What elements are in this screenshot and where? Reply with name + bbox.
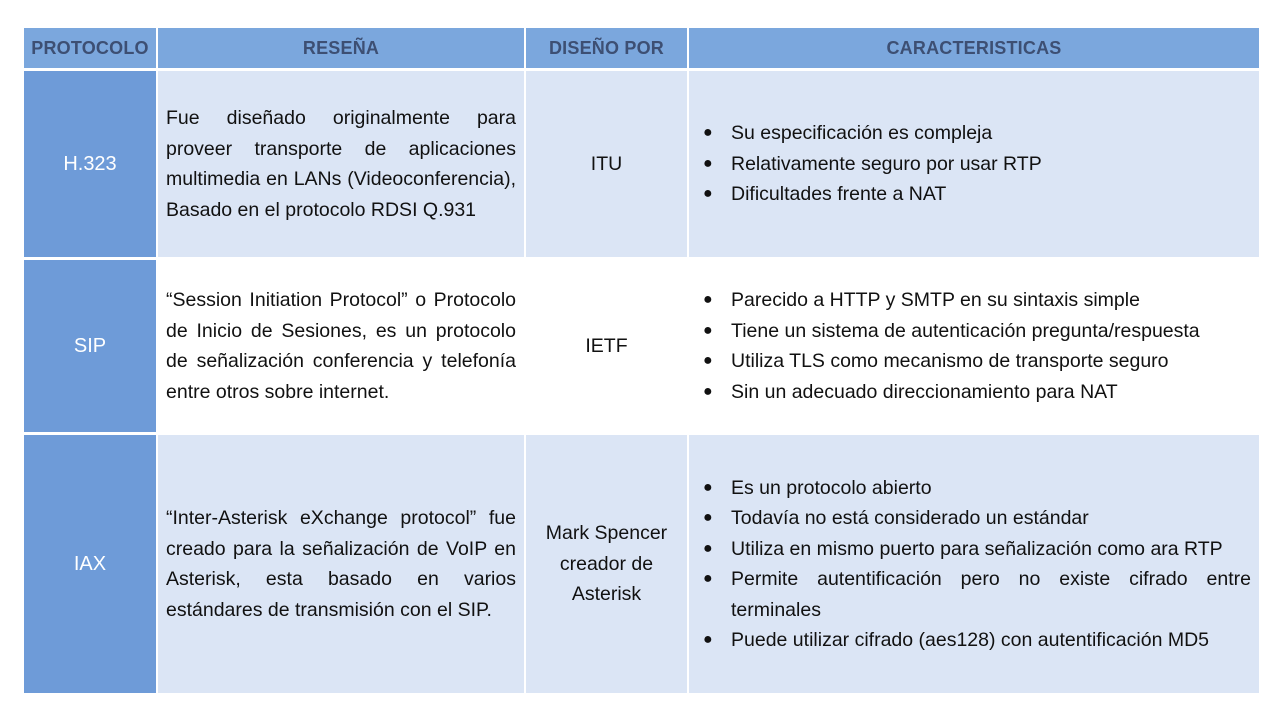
list-item <box>695 534 1251 565</box>
protocol-cell-iax: IAX <box>24 435 156 693</box>
caracteristicas-cell-iax <box>689 435 1259 693</box>
bullet-icon: ● <box>703 154 713 172</box>
list-item <box>695 625 1251 656</box>
list-item <box>695 179 1251 210</box>
resena-text: “Session Initiation Protocol” o Protocolo de Inicio de Sesiones, es un protocolo de señalización conferencia y telefonía entre otros sobre internet. <box>166 289 516 403</box>
list-item <box>695 118 1251 149</box>
list-item-text: Permite autentificación pero no existe cifrado entre terminales <box>731 568 1251 621</box>
protocol-comparison-table <box>24 28 1257 693</box>
list-item <box>695 473 1251 504</box>
list-item-text: Relativamente seguro por usar RTP <box>731 152 1042 175</box>
resena-text: Fue diseñado originalmente para proveer transporte de aplicaciones multimedia en LANs (Videoconferencia), Basado en el protocolo RDSI Q.931 <box>166 107 516 221</box>
list-item-text: Su especificación es compleja <box>731 122 993 145</box>
list-item-text: Utiliza TLS como mecanismo de transporte seguro <box>731 350 1169 372</box>
list-item-text: Utiliza en mismo puerto para señalización como ara RTP <box>731 537 1223 560</box>
list-item <box>695 346 1251 377</box>
bullet-icon: ● <box>703 291 713 308</box>
list-item-text: Parecido a HTTP y SMTP en su sintaxis simple <box>731 289 1140 311</box>
bullet-icon: ● <box>703 509 713 526</box>
bullet-icon: ● <box>703 352 713 369</box>
bullet-icon: ● <box>703 124 713 142</box>
resena-cell-sip <box>158 260 524 432</box>
caracteristicas-cell-sip <box>689 260 1259 432</box>
diseno-cell-sip: IETF <box>526 260 687 432</box>
list-item <box>695 377 1251 408</box>
header-diseno-por: DISEÑO POR <box>526 28 687 68</box>
bullet-icon: ● <box>703 631 713 648</box>
bullet-icon: ● <box>703 382 713 400</box>
list-item <box>695 316 1251 347</box>
protocol-cell-sip: SIP <box>24 260 156 432</box>
list-item-text: Todavía no está considerado un estándar <box>731 507 1089 529</box>
bullet-icon: ● <box>703 321 713 339</box>
header-protocolo: PROTOCOLO <box>24 28 156 68</box>
bullet-icon: ● <box>703 539 713 557</box>
resena-cell-iax <box>158 435 524 693</box>
list-item <box>695 285 1251 316</box>
list-item-text: Es un protocolo abierto <box>731 476 932 499</box>
header-resena: RESEÑA <box>158 28 524 68</box>
list-item-text: Tiene un sistema de autenticación pregunta/respuesta <box>731 319 1200 342</box>
diseno-cell-iax: Mark Spencer creador de Asterisk <box>526 435 687 693</box>
caracteristicas-list <box>695 285 1251 407</box>
caracteristicas-list <box>695 473 1251 656</box>
list-item <box>695 503 1251 534</box>
bullet-icon: ● <box>703 570 713 587</box>
bullet-icon: ● <box>703 185 713 203</box>
bullet-icon: ● <box>703 478 713 496</box>
resena-cell-h323 <box>158 71 524 257</box>
list-item <box>695 149 1251 180</box>
protocol-cell-h323: H.323 <box>24 71 156 257</box>
list-item-text: Puede utilizar cifrado (aes128) con autentificación MD5 <box>731 629 1210 651</box>
resena-text: “Inter-Asterisk eXchange protocol” fue creado para la señalización de VoIP en Asterisk, esta basado en varios estándares de transmisión con el SIP. <box>166 507 516 621</box>
caracteristicas-list <box>695 118 1251 210</box>
header-caracteristicas: CARACTERISTICAS <box>689 28 1259 68</box>
list-item-text: Dificultades frente a NAT <box>731 183 947 206</box>
list-item <box>695 564 1251 625</box>
list-item-text: Sin un adecuado direccionamiento para NAT <box>731 380 1118 403</box>
diseno-cell-h323: ITU <box>526 71 687 257</box>
caracteristicas-cell-h323 <box>689 71 1259 257</box>
